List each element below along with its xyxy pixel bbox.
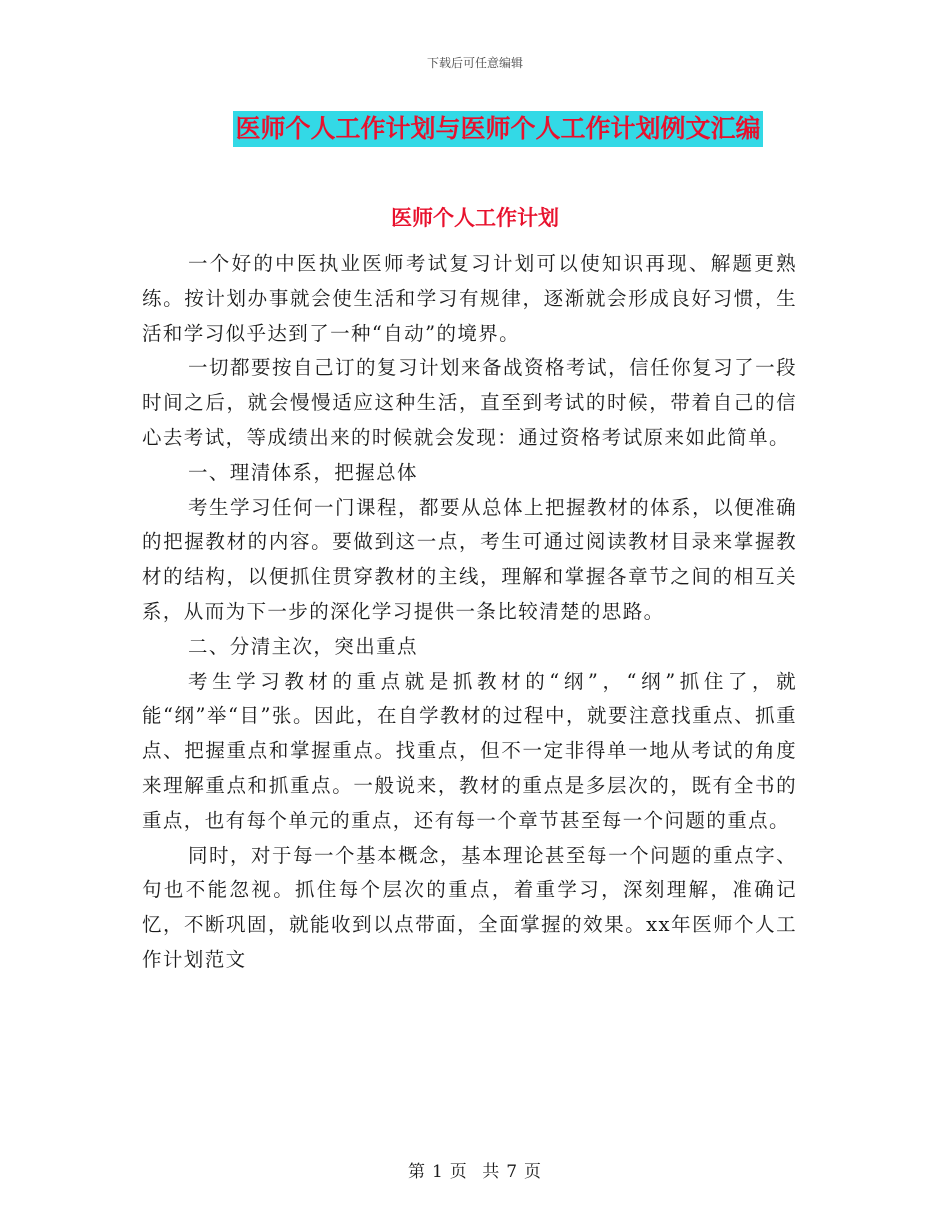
document-title: 医师个人工作计划与医师个人工作计划例文汇编 bbox=[233, 111, 762, 147]
paragraph-4: 考生学习教材的重点就是抓教材的“纲”，“纲”抓住了，就能“纲”举“目”张。因此，在自学教材的过程中，就要注意找重点、抓重点、把握重点和掌握重点。找重点，但不一定非得单一地从考试的角度来理解重点和抓重点。一般说来，教材的重点是多层次的，既有全书的重点，也有每个单元的重点，还有每一个章节甚至每一个问题的重点。 bbox=[142, 669, 797, 832]
paragraph-2: 一切都要按自己订的复习计划来备战资格考试，信任你复习了一段时间之后，就会慢慢适应这种生活，直至到考试的时候，带着自己的信心去考试，等成绩出来的时候就会发现：通过资格考试原来如此简单。 bbox=[142, 356, 797, 449]
header-note: 下载后可任意编辑 bbox=[426, 56, 523, 70]
document-body bbox=[142, 247, 797, 978]
footer-middle: 页 共 bbox=[449, 1162, 501, 1182]
document-title-container bbox=[0, 111, 950, 147]
footer-suffix: 页 bbox=[524, 1162, 543, 1182]
paragraph-1: 一个好的中医执业医师考试复习计划可以使知识再现、解题更熟练。按计划办事就会使生活和学习有规律，逐渐就会形成良好习惯，生活和学习似乎达到了一种“自动”的境界。 bbox=[142, 252, 797, 345]
paragraph-3: 考生学习任何一门课程，都要从总体上把握教材的体系，以便准确的把握教材的内容。要做到这一点，考生可通过阅读教材目录来掌握教材的结构，以便抓住贯穿教材的主线，理解和掌握各章节之间的相互关系，从而为下一步的深化学习提供一条比较清楚的思路。 bbox=[142, 495, 797, 623]
subheading-1: 一、理清体系，把握总体 bbox=[188, 460, 418, 484]
section-title: 医师个人工作计划 bbox=[391, 205, 559, 230]
paragraph-5: 同时，对于每一个基本概念，基本理论甚至每一个问题的重点字、句也不能忽视。抓住每个层次的重点，着重学习，深刻理解，准确记忆，不断巩固，就能收到以点带面，全面掌握的效果。xx年医师个人工作计划范文 bbox=[142, 843, 797, 971]
footer-current-page: 1 bbox=[431, 1162, 444, 1182]
footer-total-pages: 7 bbox=[506, 1162, 519, 1182]
page-footer bbox=[0, 1157, 950, 1182]
subheading-2: 二、分清主次，突出重点 bbox=[188, 634, 418, 658]
footer-prefix: 第 bbox=[407, 1162, 426, 1182]
